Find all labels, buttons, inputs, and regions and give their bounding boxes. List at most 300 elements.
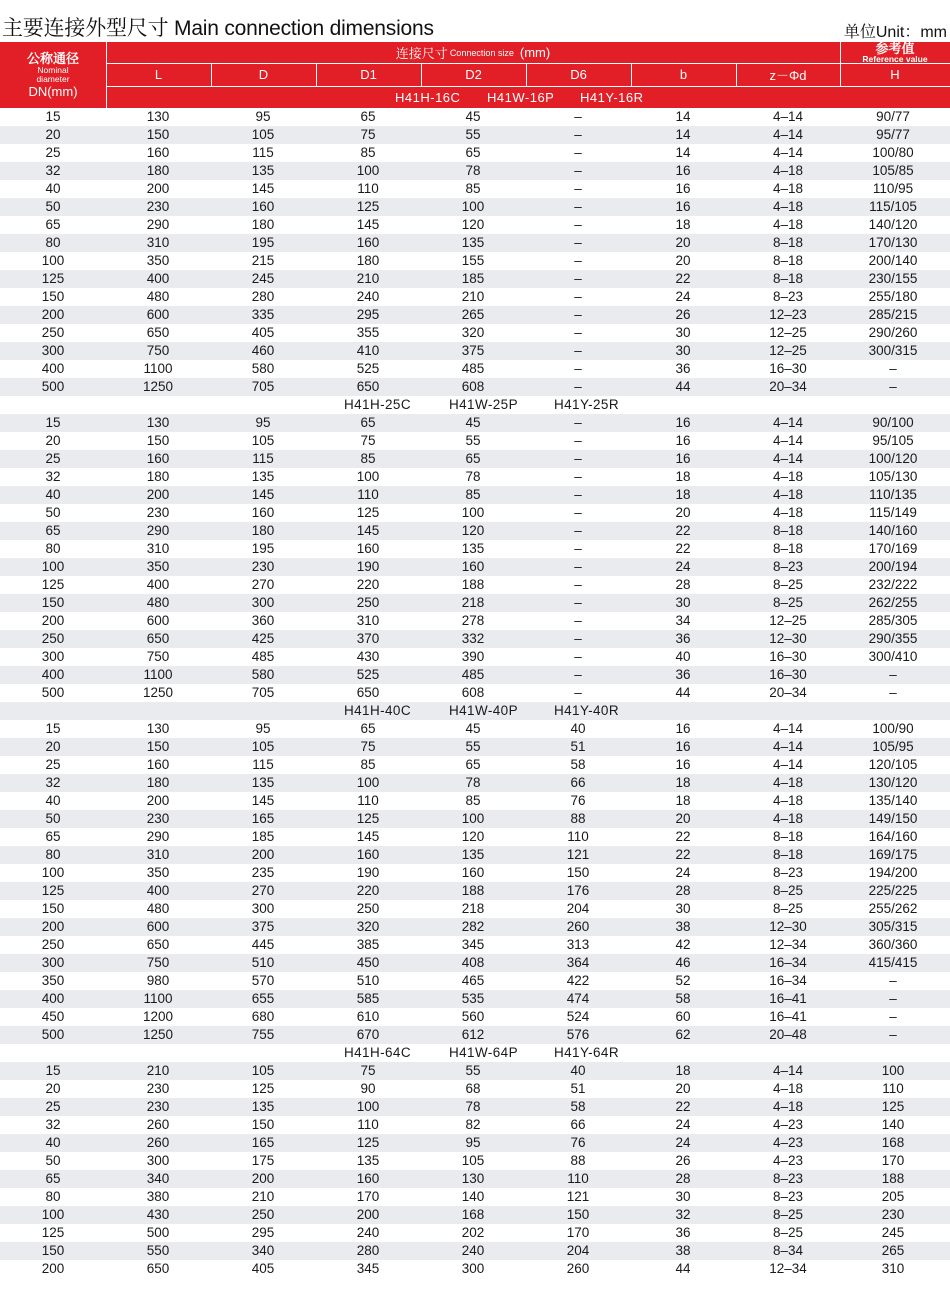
table-cell: 8–23 bbox=[772, 559, 804, 574]
table-cell: 34 bbox=[675, 613, 691, 628]
table-cell: 235 bbox=[251, 865, 275, 880]
table-cell: 36 bbox=[675, 361, 691, 376]
table-row bbox=[0, 738, 950, 756]
table-cell: 85 bbox=[465, 793, 481, 808]
table-cell: 355 bbox=[356, 325, 380, 340]
table-cell: 135/140 bbox=[868, 793, 918, 808]
table-cell: 115/105 bbox=[869, 199, 917, 214]
table-cell: 340 bbox=[251, 1243, 275, 1258]
table-cell: 18 bbox=[675, 793, 691, 808]
table-cell: 285/305 bbox=[868, 613, 918, 628]
table-row bbox=[0, 450, 950, 468]
table-cell: 90 bbox=[360, 1081, 376, 1096]
table-cell: 200 bbox=[41, 1261, 65, 1276]
table-cell: 670 bbox=[356, 1027, 380, 1042]
table-cell: 76 bbox=[570, 1135, 586, 1150]
table-cell: – bbox=[574, 325, 582, 340]
table-cell: 16 bbox=[675, 163, 691, 178]
table-cell: 85 bbox=[360, 145, 376, 160]
table-cell: 105/130 bbox=[868, 469, 918, 484]
table-cell: 176 bbox=[566, 883, 590, 898]
table-cell: 750 bbox=[146, 955, 170, 970]
table-cell: 200/194 bbox=[868, 559, 918, 574]
table-cell: 250 bbox=[41, 937, 65, 952]
table-cell: 16 bbox=[675, 181, 691, 196]
table-cell: 485 bbox=[461, 361, 485, 376]
table-cell: 300 bbox=[41, 343, 65, 358]
model-label: H41W-25P bbox=[449, 397, 518, 412]
table-cell: 8–18 bbox=[772, 829, 804, 844]
table-cell: – bbox=[574, 271, 582, 286]
table-cell: 50 bbox=[45, 199, 61, 214]
table-cell: 335 bbox=[251, 307, 275, 322]
table-cell: 200 bbox=[356, 1207, 380, 1222]
table-cell: – bbox=[574, 667, 582, 682]
table-cell: 278 bbox=[461, 613, 485, 628]
table-cell: 75 bbox=[360, 739, 376, 754]
table-row bbox=[0, 324, 950, 342]
column-header: D bbox=[258, 67, 269, 82]
table-cell: 145 bbox=[356, 829, 380, 844]
table-cell: – bbox=[889, 379, 897, 394]
model-label: H41W-64P bbox=[449, 1045, 518, 1060]
model-row bbox=[0, 702, 950, 720]
table-cell: 20 bbox=[675, 253, 691, 268]
table-cell: 8–25 bbox=[772, 901, 804, 916]
table-cell: 20–34 bbox=[769, 379, 807, 394]
table-cell: 560 bbox=[461, 1009, 485, 1024]
table-cell: 160 bbox=[356, 235, 380, 250]
table-cell: 240 bbox=[356, 1225, 380, 1240]
table-cell: 250 bbox=[356, 595, 380, 610]
table-cell: 4–23 bbox=[772, 1135, 804, 1150]
table-cell: 44 bbox=[675, 1261, 691, 1276]
table-cell: 58 bbox=[570, 1099, 586, 1114]
table-cell: 28 bbox=[675, 883, 691, 898]
table-cell: 125 bbox=[356, 811, 380, 826]
table-cell: 375 bbox=[461, 343, 485, 358]
table-cell: 12–23 bbox=[769, 307, 807, 322]
table-cell: 160 bbox=[461, 559, 485, 574]
table-cell: 8–23 bbox=[772, 1189, 804, 1204]
table-cell: 125 bbox=[251, 1081, 275, 1096]
table-cell: 170/130 bbox=[868, 235, 918, 250]
table-cell: 125 bbox=[41, 883, 65, 898]
table-cell: 170/169 bbox=[868, 541, 918, 556]
table-cell: – bbox=[574, 595, 582, 610]
table-cell: 130 bbox=[461, 1171, 485, 1186]
table-row bbox=[0, 540, 950, 558]
table-header bbox=[0, 42, 950, 108]
table-cell: 78 bbox=[465, 469, 481, 484]
table-cell: 12–25 bbox=[769, 325, 807, 340]
table-cell: – bbox=[889, 685, 897, 700]
table-cell: 135 bbox=[251, 775, 275, 790]
table-cell: 310 bbox=[146, 235, 170, 250]
table-cell: 375 bbox=[251, 919, 275, 934]
table-cell: 150 bbox=[146, 433, 170, 448]
table-cell: 180 bbox=[251, 217, 275, 232]
table-cell: 265 bbox=[461, 307, 485, 322]
table-cell: 25 bbox=[45, 145, 61, 160]
table-cell: 262/255 bbox=[868, 595, 918, 610]
table-cell: 4–18 bbox=[772, 793, 804, 808]
table-cell: 194/200 bbox=[868, 865, 918, 880]
table-cell: 204 bbox=[566, 1243, 590, 1258]
table-row bbox=[0, 144, 950, 162]
table-cell: 4–14 bbox=[772, 451, 804, 466]
table-cell: 135 bbox=[251, 1099, 275, 1114]
table-row bbox=[0, 666, 950, 684]
table-cell: 82 bbox=[465, 1117, 481, 1132]
table-cell: 14 bbox=[675, 127, 691, 142]
table-cell: 135 bbox=[461, 541, 485, 556]
table-cell: 188 bbox=[461, 577, 485, 592]
table-cell: 450 bbox=[356, 955, 380, 970]
table-cell: 8–23 bbox=[772, 289, 804, 304]
table-row bbox=[0, 1206, 950, 1224]
table-row bbox=[0, 522, 950, 540]
table-cell: 145 bbox=[356, 217, 380, 232]
table-cell: 100 bbox=[41, 559, 65, 574]
table-cell: 160 bbox=[356, 847, 380, 862]
table-cell: 50 bbox=[45, 505, 61, 520]
header-dn bbox=[0, 42, 106, 108]
table-cell: 750 bbox=[146, 343, 170, 358]
table-cell: 300/410 bbox=[868, 649, 918, 664]
table-cell: 410 bbox=[356, 343, 380, 358]
table-cell: 600 bbox=[146, 307, 170, 322]
table-cell: 4–18 bbox=[772, 163, 804, 178]
table-cell: 210 bbox=[461, 289, 485, 304]
table-cell: 430 bbox=[356, 649, 380, 664]
header-model-row bbox=[106, 86, 950, 108]
table-cell: 95/77 bbox=[876, 127, 910, 142]
table-cell: – bbox=[889, 991, 897, 1006]
table-cell: 535 bbox=[461, 991, 485, 1006]
table-cell: 36 bbox=[675, 667, 691, 682]
table-cell: 38 bbox=[675, 919, 691, 934]
table-row bbox=[0, 1170, 950, 1188]
table-cell: 65 bbox=[45, 829, 61, 844]
table-cell: 12–34 bbox=[769, 937, 807, 952]
table-cell: 65 bbox=[465, 145, 481, 160]
table-cell: 60 bbox=[675, 1009, 691, 1024]
table-cell: 44 bbox=[675, 379, 691, 394]
table-cell: 260 bbox=[146, 1135, 170, 1150]
header-conn-en: Connection size bbox=[449, 47, 514, 58]
table-cell: 115 bbox=[252, 757, 274, 772]
table-cell: 105/95 bbox=[872, 739, 914, 754]
model-row bbox=[0, 396, 950, 414]
table-cell: 145 bbox=[251, 181, 275, 196]
table-cell: 80 bbox=[45, 541, 61, 556]
table-cell: 95 bbox=[465, 1135, 481, 1150]
table-cell: 66 bbox=[570, 1117, 586, 1132]
table-cell: 100 bbox=[461, 505, 485, 520]
table-cell: 16 bbox=[675, 721, 691, 736]
table-row bbox=[0, 648, 950, 666]
table-cell: 150 bbox=[566, 1207, 590, 1222]
table-row bbox=[0, 846, 950, 864]
table-cell: – bbox=[889, 1009, 897, 1024]
table-cell: 300 bbox=[251, 901, 275, 916]
table-cell: 45 bbox=[465, 721, 481, 736]
table-cell: 310 bbox=[881, 1261, 905, 1276]
table-cell: 650 bbox=[146, 631, 170, 646]
table-cell: 110 bbox=[567, 1171, 589, 1186]
table-cell: – bbox=[574, 253, 582, 268]
table-cell: 40 bbox=[45, 793, 61, 808]
table-cell: 16–34 bbox=[769, 955, 807, 970]
table-cell: 90/77 bbox=[876, 109, 910, 124]
table-cell: 422 bbox=[566, 973, 590, 988]
table-cell: 16 bbox=[675, 451, 691, 466]
table-row bbox=[0, 432, 950, 450]
table-cell: 1100 bbox=[143, 361, 173, 376]
table-row bbox=[0, 126, 950, 144]
table-cell: 145 bbox=[251, 487, 275, 502]
table-cell: 25 bbox=[45, 451, 61, 466]
table-cell: 115 bbox=[252, 451, 274, 466]
table-row bbox=[0, 216, 950, 234]
table-cell: 650 bbox=[146, 1261, 170, 1276]
table-cell: 100/90 bbox=[872, 721, 914, 736]
table-cell: 430 bbox=[146, 1207, 170, 1222]
table-row bbox=[0, 504, 950, 522]
table-row bbox=[0, 1188, 950, 1206]
table-cell: 1100 bbox=[143, 991, 173, 1006]
table-cell: 230 bbox=[881, 1207, 905, 1222]
table-cell: 460 bbox=[251, 343, 275, 358]
table-cell: 400 bbox=[41, 667, 65, 682]
table-cell: 4–14 bbox=[772, 145, 804, 160]
table-cell: 4–18 bbox=[772, 775, 804, 790]
table-cell: 8–18 bbox=[772, 253, 804, 268]
table-cell: 55 bbox=[465, 127, 481, 142]
table-cell: 185 bbox=[461, 271, 485, 286]
table-cell: 408 bbox=[461, 955, 485, 970]
table-cell: 245 bbox=[881, 1225, 905, 1240]
table-cell: 225/225 bbox=[868, 883, 918, 898]
table-cell: 100 bbox=[461, 199, 485, 214]
table-row bbox=[0, 594, 950, 612]
table-cell: 230/155 bbox=[868, 271, 918, 286]
table-cell: 100 bbox=[881, 1063, 905, 1078]
table-cell: 78 bbox=[465, 775, 481, 790]
table-cell: 135 bbox=[251, 469, 275, 484]
table-row bbox=[0, 684, 950, 702]
table-cell: 250 bbox=[356, 901, 380, 916]
table-cell: 200 bbox=[41, 613, 65, 628]
table-cell: 62 bbox=[675, 1027, 691, 1042]
table-cell: 30 bbox=[675, 1189, 691, 1204]
header-conn-zh: 连接尺寸 bbox=[395, 46, 448, 61]
table-cell: 16 bbox=[675, 415, 691, 430]
table-cell: 66 bbox=[570, 775, 586, 790]
table-cell: 160 bbox=[461, 865, 485, 880]
table-cell: 650 bbox=[356, 685, 380, 700]
table-cell: 600 bbox=[146, 613, 170, 628]
table-cell: 135 bbox=[461, 847, 485, 862]
column-header: H bbox=[890, 67, 900, 82]
table-cell: 121 bbox=[566, 1189, 590, 1204]
table-cell: 180 bbox=[356, 253, 380, 268]
table-cell: 80 bbox=[45, 235, 61, 250]
table-cell: 1100 bbox=[143, 667, 173, 682]
table-cell: 290/355 bbox=[868, 631, 918, 646]
table-cell: 20 bbox=[675, 235, 691, 250]
column-header: D2 bbox=[465, 67, 482, 82]
table-cell: 100 bbox=[356, 163, 380, 178]
table-cell: 38 bbox=[675, 1243, 691, 1258]
table-cell: 612 bbox=[461, 1027, 485, 1042]
table-cell: 8–25 bbox=[772, 577, 804, 592]
table-cell: 485 bbox=[461, 667, 485, 682]
table-cell: – bbox=[889, 1027, 897, 1042]
table-cell: 320 bbox=[461, 325, 485, 340]
table-cell: 40 bbox=[45, 1135, 61, 1150]
table-cell: – bbox=[574, 217, 582, 232]
table-row bbox=[0, 1080, 950, 1098]
table-row bbox=[0, 936, 950, 954]
table-cell: 610 bbox=[356, 1009, 380, 1024]
table-cell: 190 bbox=[356, 865, 380, 880]
table-cell: – bbox=[574, 451, 582, 466]
table-cell: 240 bbox=[356, 289, 380, 304]
table-cell: 332 bbox=[461, 631, 485, 646]
table-cell: 580 bbox=[251, 667, 275, 682]
table-cell: – bbox=[574, 685, 582, 700]
table-cell: 180 bbox=[251, 523, 275, 538]
table-cell: 220 bbox=[356, 883, 380, 898]
table-cell: 14 bbox=[675, 145, 691, 160]
table-cell: 24 bbox=[675, 1117, 691, 1132]
table-cell: 260 bbox=[566, 1261, 590, 1276]
table-cell: 110 bbox=[357, 793, 379, 808]
table-cell: 110 bbox=[882, 1081, 904, 1096]
table-cell: 500 bbox=[41, 1027, 65, 1042]
table-row bbox=[0, 288, 950, 306]
table-cell: 300 bbox=[461, 1261, 485, 1276]
table-cell: 15 bbox=[45, 415, 61, 430]
table-cell: 8–18 bbox=[772, 235, 804, 250]
table-cell: 8–25 bbox=[772, 595, 804, 610]
table-row bbox=[0, 1116, 950, 1134]
table-cell: 95 bbox=[255, 721, 271, 736]
page-title: 主要连接外型尺寸 Main connection dimensions bbox=[2, 17, 434, 40]
table-cell: 4–18 bbox=[772, 1081, 804, 1096]
table-cell: 200/140 bbox=[868, 253, 918, 268]
table-cell: – bbox=[574, 523, 582, 538]
table-cell: 650 bbox=[146, 325, 170, 340]
table-cell: 576 bbox=[566, 1027, 590, 1042]
table-cell: 340 bbox=[146, 1171, 170, 1186]
table-cell: 15 bbox=[45, 109, 61, 124]
table-cell: 125 bbox=[881, 1099, 905, 1114]
table-row bbox=[0, 828, 950, 846]
table-cell: 22 bbox=[675, 1099, 691, 1114]
header-ref-en: Reference value bbox=[862, 53, 928, 64]
table-cell: 8–18 bbox=[772, 271, 804, 286]
table-cell: 135 bbox=[356, 1153, 380, 1168]
table-cell: 26 bbox=[675, 307, 691, 322]
header-dn-en: Nominal diameter bbox=[36, 64, 70, 84]
table-cell: 300 bbox=[41, 955, 65, 970]
model-label: H41Y-16R bbox=[580, 90, 644, 105]
table-cell: 525 bbox=[356, 667, 380, 682]
table-cell: 20 bbox=[45, 1081, 61, 1096]
table-row bbox=[0, 612, 950, 630]
table-cell: 140 bbox=[461, 1189, 485, 1204]
header-reference-value bbox=[840, 42, 950, 63]
table-cell: 405 bbox=[251, 325, 275, 340]
table-cell: 16–41 bbox=[769, 1009, 807, 1024]
table-cell: 200 bbox=[41, 919, 65, 934]
table-cell: – bbox=[574, 433, 582, 448]
table-cell: 16–30 bbox=[769, 667, 807, 682]
table-cell: 465 bbox=[461, 973, 485, 988]
table-cell: 51 bbox=[570, 739, 586, 754]
table-cell: – bbox=[574, 343, 582, 358]
table-cell: 295 bbox=[356, 307, 380, 322]
table-cell: 115 bbox=[252, 145, 274, 160]
table-cell: 8–18 bbox=[772, 523, 804, 538]
table-cell: 85 bbox=[360, 757, 376, 772]
table-row bbox=[0, 180, 950, 198]
table-cell: 65 bbox=[360, 415, 376, 430]
table-cell: 150 bbox=[41, 1243, 65, 1258]
table-cell: 65 bbox=[45, 1171, 61, 1186]
table-cell: 55 bbox=[465, 433, 481, 448]
table-cell: – bbox=[574, 505, 582, 520]
table-cell: 1250 bbox=[142, 685, 174, 700]
table-row bbox=[0, 720, 950, 738]
table-cell: 80 bbox=[45, 847, 61, 862]
table-cell: – bbox=[574, 487, 582, 502]
table-cell: 32 bbox=[675, 1207, 691, 1222]
table-cell: 300 bbox=[146, 1153, 170, 1168]
table-cell: 200 bbox=[251, 847, 275, 862]
table-cell: 200 bbox=[146, 793, 170, 808]
table-cell: 130 bbox=[146, 109, 170, 124]
table-cell: 360 bbox=[251, 613, 275, 628]
table-cell: 480 bbox=[146, 289, 170, 304]
table-row bbox=[0, 1152, 950, 1170]
table-row bbox=[0, 1026, 950, 1044]
table-cell: 200 bbox=[146, 487, 170, 502]
table-cell: 8–25 bbox=[772, 883, 804, 898]
table-cell: 350 bbox=[41, 973, 65, 988]
table-cell: 4–18 bbox=[772, 469, 804, 484]
table-cell: 170 bbox=[356, 1189, 380, 1204]
table-cell: 350 bbox=[146, 865, 170, 880]
table-cell: 240 bbox=[461, 1243, 485, 1258]
table-row bbox=[0, 576, 950, 594]
table-row bbox=[0, 414, 950, 432]
table-cell: 4–18 bbox=[772, 487, 804, 502]
table-cell: 8–23 bbox=[772, 1171, 804, 1186]
table-cell: 320 bbox=[356, 919, 380, 934]
table-cell: 100 bbox=[356, 469, 380, 484]
table-cell: 130 bbox=[146, 721, 170, 736]
header-connection-size bbox=[106, 42, 840, 63]
table-cell: 36 bbox=[675, 631, 691, 646]
table-cell: 125 bbox=[41, 1225, 65, 1240]
table-cell: – bbox=[574, 379, 582, 394]
table-cell: 480 bbox=[146, 595, 170, 610]
model-label: H41H-64C bbox=[344, 1045, 411, 1060]
